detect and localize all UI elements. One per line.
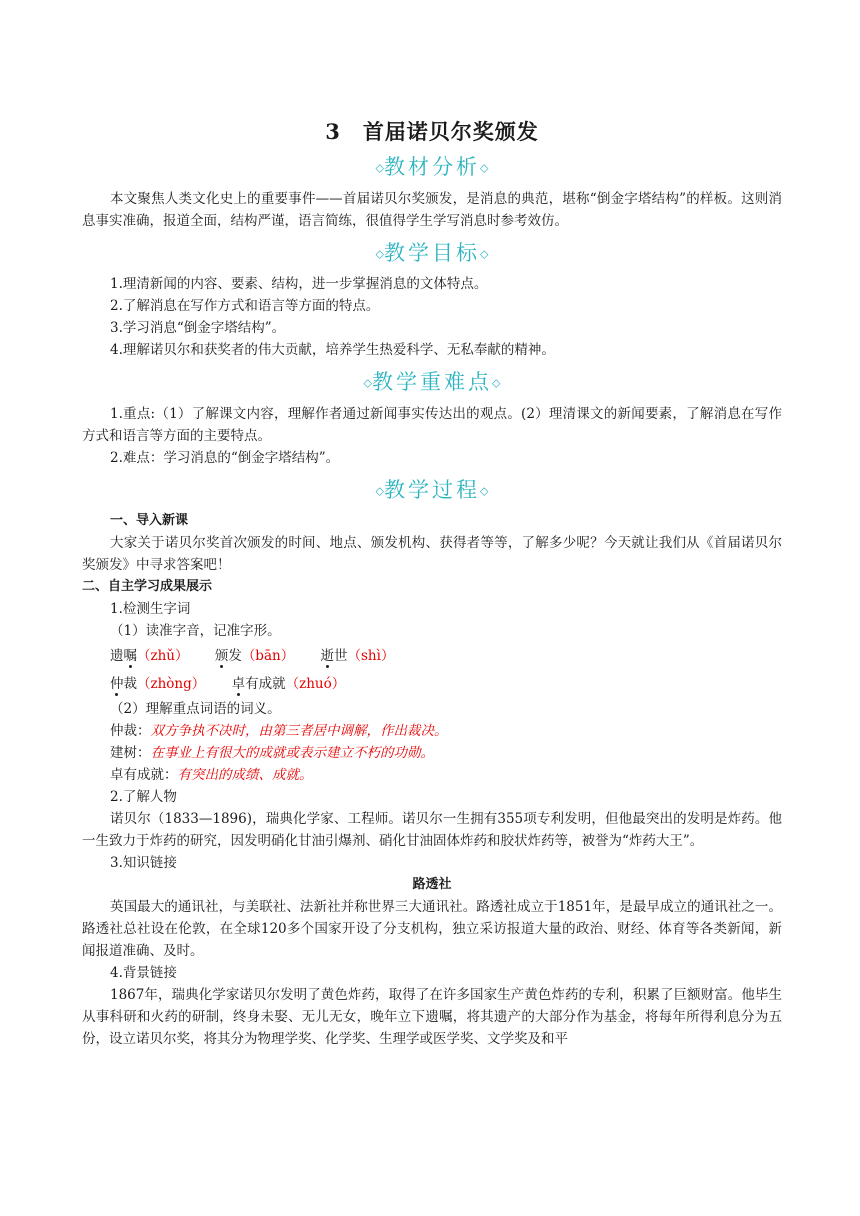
dotted-char: 逝 — [320, 648, 334, 664]
word-part: 发 — [228, 648, 242, 664]
subsection-heading: 3.知识链接 — [110, 855, 177, 871]
diamond-icon: ◇ — [375, 247, 384, 260]
vocab-word — [232, 670, 346, 698]
pinyin: （zhǔ） — [137, 648, 189, 664]
nobel-bio-paragraph: 诺贝尔（1833—1896)，瑞典化学家、工程师。诺贝尔一生拥有355项专利发明，但他最突出的发明是炸药。他一生致力于炸药的研究，因发明硝化甘油引爆剂、硝化甘油固体炸药和胶状炸药等，被誉为“炸药大王”。 — [82, 811, 782, 849]
document-page — [82, 108, 782, 1050]
diamond-icon: ◇ — [492, 376, 501, 390]
goal-item: 3.学习消息“倒金字塔结构”。 — [110, 320, 286, 336]
definition-item — [82, 720, 782, 742]
diamond-icon: ◇ — [480, 161, 489, 175]
goal-item: 1.理清新闻的内容、要素、结构，进一步掌握消息的文体特点。 — [110, 276, 488, 292]
definition-text: 在事业上有很大的成就或表示建立不朽的功勋。 — [150, 745, 434, 761]
subsection-heading: 1.检测生字词 — [110, 601, 191, 617]
section-heading-process — [82, 475, 782, 507]
vocab-word — [110, 670, 205, 698]
definition-term: 仲裁： — [110, 723, 151, 739]
pinyin: （zhuó） — [285, 676, 346, 692]
word-part: 裁 — [123, 676, 137, 692]
goal-item: 2.了解消息在写作方式和语言等方面的特点。 — [110, 298, 380, 314]
intro-paragraph: 大家关于诺贝尔奖首次颁发的时间、地点、颁发机构、获得者等等，了解多少呢？今天就让我们从《首届诺贝尔奖颁发》中寻求答案吧！ — [82, 535, 782, 573]
dotted-char: 卓 — [231, 676, 246, 692]
dotted-char: 仲 — [110, 676, 124, 692]
section-heading-analysis — [82, 152, 782, 184]
section-heading-text: 教材分析 — [384, 155, 480, 179]
definition-item — [82, 764, 782, 786]
knowledge-title: 路透社 — [412, 877, 452, 892]
diamond-icon: ◇ — [480, 484, 489, 497]
diamond-icon: ◇ — [363, 376, 372, 390]
definition-item — [82, 742, 782, 764]
section-heading-text: 教学重难点 — [372, 370, 492, 394]
key-point-item: 2.难点：学习消息的“倒金字塔结构”。 — [110, 449, 340, 466]
part-heading: 一、导入新课 — [110, 513, 189, 528]
part-heading: 二、自主学习成果展示 — [82, 579, 213, 594]
definition-term: 卓有成就： — [110, 767, 178, 783]
lesson-title-text: 首届诺贝尔奖颁发 — [362, 119, 539, 144]
goal-item: 4.理解诺贝尔和获奖者的伟大贡献，培养学生热爱科学、无私奉献的精神。 — [110, 342, 555, 358]
subsection-heading: 4.背景链接 — [110, 965, 177, 981]
analysis-paragraph: 本文聚焦人类文化史上的重要事件——首届诺贝尔奖颁发，是消息的典范，堪称“倒金字塔结构”的样板。这则消息事实准确，报道全面，结构严谨，语言简练，很值得学生学写消息时参考效仿。 — [82, 190, 782, 229]
pinyin: （shì） — [347, 648, 395, 664]
pinyin: （zhòng） — [137, 676, 206, 692]
section-heading-text: 教学过程 — [384, 477, 480, 502]
diamond-icon: ◇ — [375, 161, 384, 175]
lesson-title — [82, 116, 782, 146]
subsection-subheading: （1）读准字音，记准字形。 — [110, 623, 281, 639]
key-point-item: 1.重点:（1）了解课文内容，理解作者通过新闻事实传达出的观点。(2）理清课文的新闻要素，了解消息在写作方式和语言等方面的主要特点。 — [82, 405, 782, 444]
word-part: 遗 — [110, 648, 124, 664]
dotted-char: 嘱 — [123, 648, 137, 664]
definition-text: 有突出的成绩、成就。 — [177, 767, 313, 783]
lesson-number: 3 — [325, 119, 341, 144]
dotted-char: 颁 — [214, 648, 229, 664]
vocab-word — [321, 642, 395, 670]
background-paragraph: 1867年，瑞典化学家诺贝尔发明了黄色炸药，取得了在许多国家生产黄色炸药的专利，积累了巨额财富。他毕生从事科研和火药的研制，终身未娶、无儿无女，晚年立下遗嘱，将其遗产的大部分作为基金，将每年所得利息分为五份，设立诺贝尔奖，将其分为物理学奖、化学奖、生理学或医学奖、文学奖及和平 — [82, 987, 782, 1047]
subsection-subheading: （2）理解重点词语的词义。 — [110, 701, 281, 717]
section-heading-goals — [82, 238, 782, 270]
diamond-icon: ◇ — [375, 484, 384, 497]
section-heading-key — [82, 367, 782, 399]
pinyin-row — [82, 642, 782, 670]
definition-text: 双方争执不决时，由第三者居中调解，作出裁决。 — [150, 723, 448, 739]
vocab-word — [110, 642, 189, 670]
subsection-heading: 2.了解人物 — [110, 789, 177, 805]
reuters-paragraph: 英国最大的通讯社，与美联社、法新社并称世界三大通讯社。路透社成立于1851年，是最早成立的通讯社之一。路透社总社设在伦敦，在全球120多个国家开设了分支机构，独立采访报道大量的政治、财经、体育等各类新闻，新闻报道准确、及时。 — [82, 899, 782, 959]
pinyin: （bān） — [241, 648, 295, 664]
pinyin-row — [82, 670, 782, 698]
word-part: 世 — [334, 648, 348, 664]
diamond-icon: ◇ — [480, 247, 489, 260]
definition-term: 建树： — [110, 745, 151, 761]
word-part: 有成就 — [245, 676, 286, 692]
section-heading-text: 教学目标 — [384, 240, 480, 265]
vocab-word — [215, 642, 294, 670]
